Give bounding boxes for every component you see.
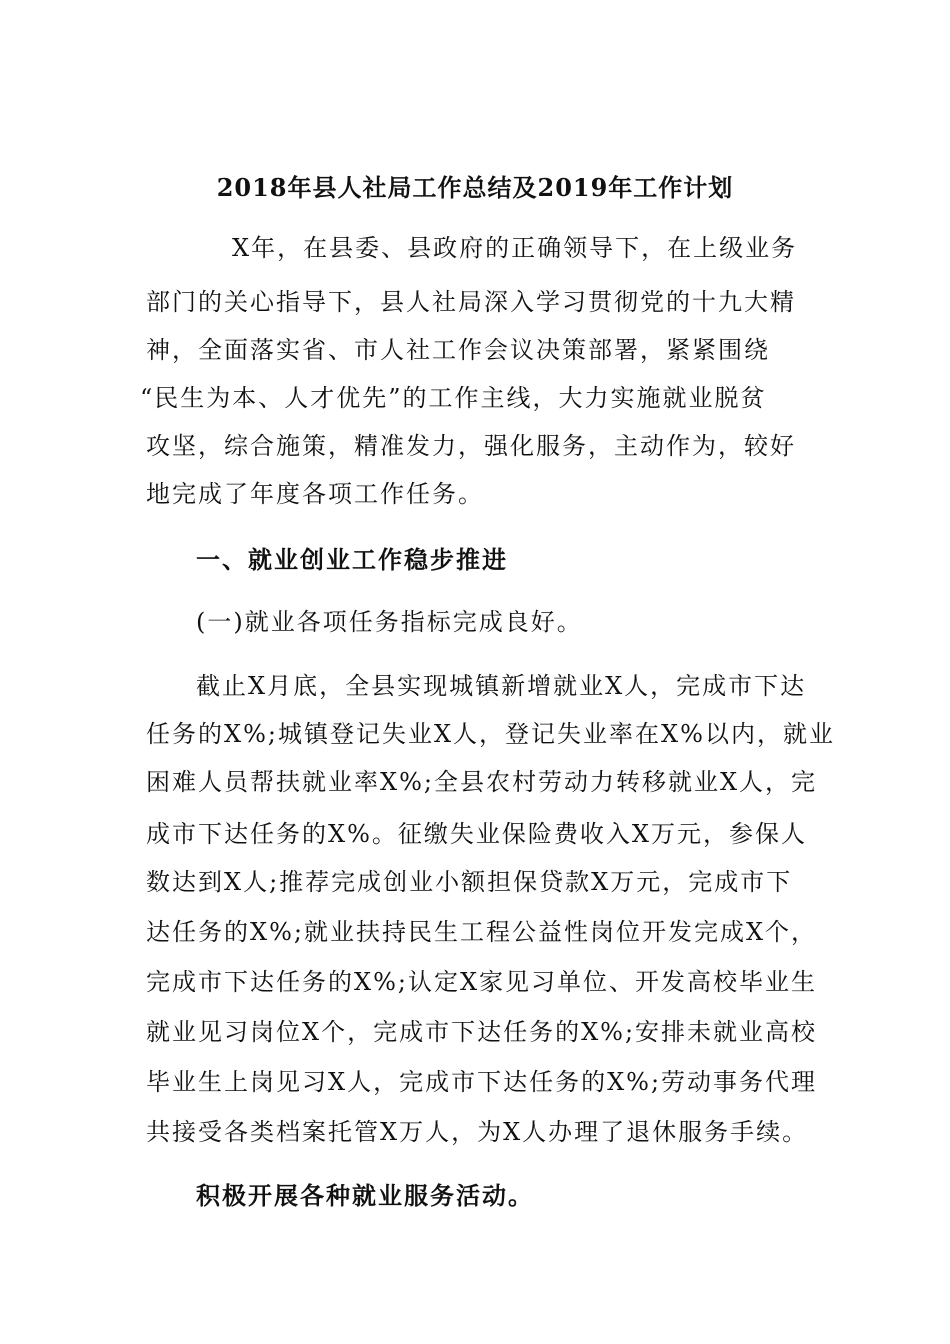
intro-line-1: X年，在县委、县政府的正确领导下，在上级业务 [232,234,798,262]
intro-line-3: 神，全面落实省、市人社工作会议决策部署，紧紧围绕 [146,336,770,364]
para1-line-6: 达任务的X%;就业扶持民生工程公益性岗位开发完成X个， [146,918,818,946]
subsection-1-heading: (一)就业各项任务指标完成良好。 [196,608,583,636]
para1-line-10: 共接受各类档案托管X万人，为X人办理了退休服务手续。 [146,1118,809,1146]
document-title: 2018年县人社局工作总结及2019年工作计划 [216,173,734,202]
para1-line-9: 毕业生上岗见习X人，完成市下达任务的X%;劳动事务代理 [146,1068,818,1096]
para1-line-5: 数达到X人;推荐完成创业小额担保贷款X万元，完成市下 [146,868,793,896]
intro-line-6: 地完成了年度各项工作任务。 [146,480,484,508]
intro-line-2: 部门的关心指导下，县人社局深入学习贯彻党的十九大精 [146,288,796,316]
para1-line-7: 完成市下达任务的X%;认定X家见习单位、开发高校毕业生 [146,968,818,996]
section-1-heading: 一、就业创业工作稳步推进 [196,545,508,574]
intro-line-5: 攻坚，综合施策，精准发力，强化服务，主动作为，较好 [146,432,796,460]
para1-line-1: 截止X月底，全县实现城镇新增就业X人，完成市下达 [196,672,807,700]
intro-line-4: “民生为本、人才优先”的工作主线，大力实施就业脱贫 [140,384,767,412]
subsection-2-heading: 积极开展各种就业服务活动。 [196,1181,534,1210]
para1-line-4: 成市下达任务的X%。征缴失业保险费收入X万元，参保人 [146,820,807,848]
para1-line-2: 任务的X%;城镇登记失业X人，登记失业率在X%以内，就业 [146,720,835,748]
para1-line-8: 就业见习岗位X个，完成市下达任务的X%;安排未就业高校 [146,1018,818,1046]
para1-line-3: 困难人员帮扶就业率X%;全县农村劳动力转移就业X人，完 [146,768,818,796]
